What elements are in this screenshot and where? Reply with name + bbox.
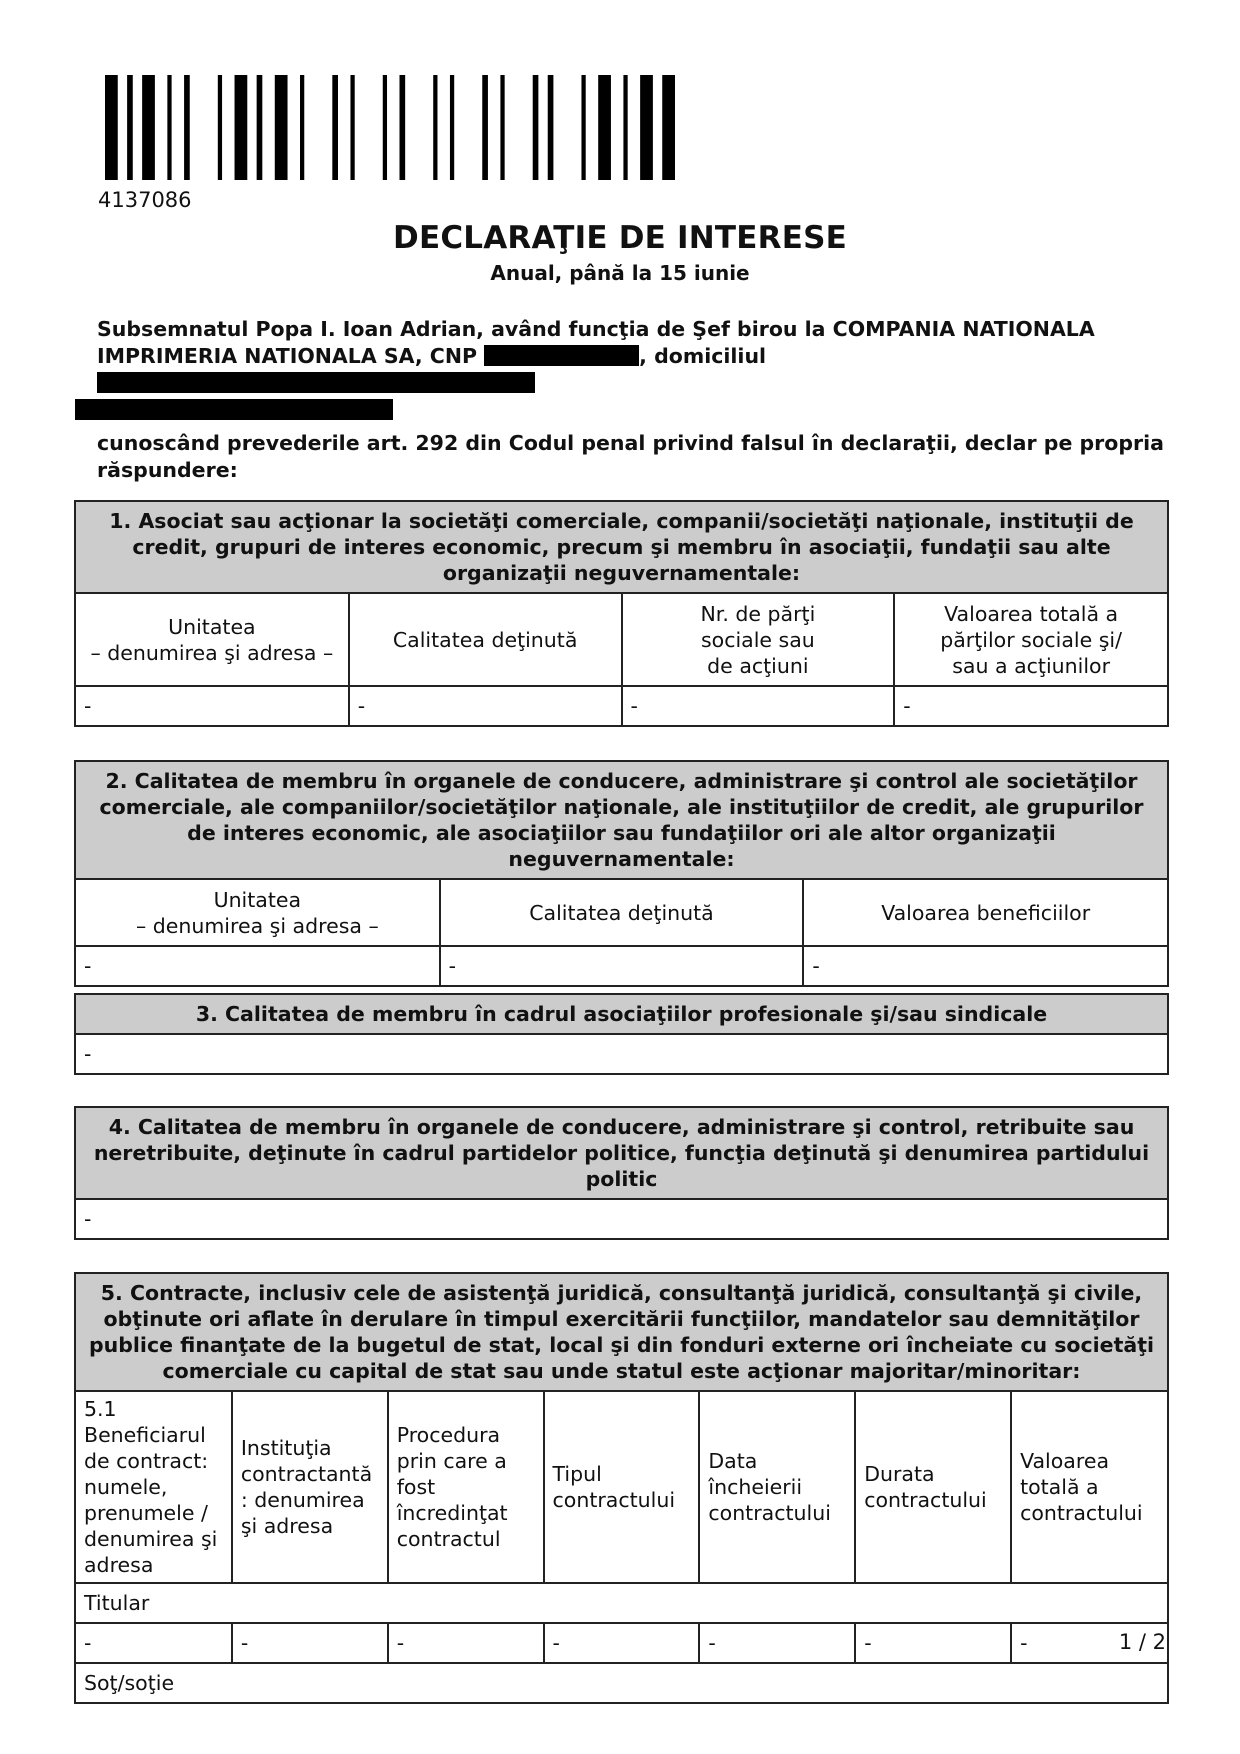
- barcode-bar: [662, 75, 675, 180]
- s1-col-quality: Calitatea deţinută: [349, 594, 622, 686]
- barcode-bar: [300, 75, 304, 180]
- s5-spouse-label: Soţ/soţie: [76, 1663, 1167, 1702]
- barcode-number: 4137086: [98, 188, 192, 212]
- barcode-bar: [433, 75, 437, 180]
- section-3-title: 3. Calitatea de membru în cadrul asociaţiilor profesionale şi/sau sindicale: [76, 995, 1167, 1035]
- barcode-bar: [548, 75, 554, 180]
- barcode-bar: [257, 75, 263, 180]
- table-cell: -: [232, 1623, 388, 1663]
- table-cell: -: [1011, 1623, 1167, 1663]
- section-4-title: 4. Calitatea de membru în organele de conducere, administrare şi control, retribuite sau neretribuite, deţinute în cadrul partidelor politice, funcţia deţinută şi denumirea partidului politic: [76, 1108, 1167, 1200]
- table-cell: -: [76, 686, 349, 725]
- section-2: [74, 760, 1169, 987]
- barcode-bar: [184, 75, 190, 180]
- intro-text-3: cunoscând prevederile art. 292 din Codul penal privind falsul în declaraţii, declar pe propria răspundere:: [97, 431, 1164, 482]
- s5-col-procedure: Procedura prin care a fost încredinţat contractul: [388, 1392, 544, 1583]
- barcode-bar: [581, 75, 585, 180]
- page-title: DECLARAŢIE DE INTERESE: [393, 220, 847, 256]
- barcode-bar: [533, 75, 539, 180]
- barcode-bar: [640, 75, 653, 180]
- barcode-bar: [167, 75, 171, 180]
- s2-col-benefits: Valoarea beneficiilor: [803, 880, 1167, 946]
- barcode-bar: [127, 75, 133, 180]
- redacted-address: [97, 372, 535, 393]
- section-5-title: 5. Contracte, inclusiv cele de asistenţă juridică, consultanţă juridică, consultanţă şi civile, obţinute ori aflate în derulare în timpul exercitării funcţiilor, mandatelor sau demnităţilor publice finanţate de la bugetul de stat, local şi din fonduri externe ori încheiate cu societăţi comerciale cu capital de stat sau unde statul este acţionar majoritar/minoritar:: [76, 1274, 1167, 1392]
- s5-col-beneficiary: 5.1 Beneficiarul de contract: numele, prenumele / denumirea şi adresa: [76, 1392, 232, 1583]
- s5-col-date: Data încheierii contractului: [699, 1392, 855, 1583]
- intro-paragraph: [75, 316, 1165, 484]
- barcode-bar: [332, 75, 338, 180]
- barcode-bar: [142, 75, 155, 180]
- s1-col-shares: Nr. de părţi sociale sau de acţiuni: [622, 594, 895, 686]
- section-3: [74, 993, 1169, 1075]
- s1-col-unit: Unitatea – denumirea şi adresa –: [76, 594, 349, 686]
- page-number: 1 / 2: [1118, 1630, 1166, 1654]
- barcode-bar: [275, 75, 288, 180]
- barcode-bar: [383, 75, 387, 180]
- table-cell: -: [894, 686, 1167, 725]
- barcode-bar: [235, 75, 248, 180]
- s5-col-institution: Instituţia contractantă : denumirea şi adresa: [232, 1392, 388, 1583]
- table-cell: -: [699, 1623, 855, 1663]
- table-cell: -: [803, 946, 1167, 985]
- section-4: [74, 1106, 1169, 1240]
- table-cell: -: [388, 1623, 544, 1663]
- s5-titular-label: Titular: [76, 1583, 1167, 1623]
- intro-text-1: Subsemnatul Popa I. Ioan Adrian, având funcţia de Şef birou la COMPANIA NATIONALA IMPRIMERIA NATIONALA SA, CNP: [97, 317, 1095, 368]
- barcode: [105, 75, 675, 180]
- redacted-cnp: [484, 345, 639, 366]
- section-3-value: -: [84, 1042, 92, 1066]
- section-1-table: [76, 594, 1167, 725]
- barcode-bar: [482, 75, 488, 180]
- page-subtitle: Anual, până la 15 iunie: [490, 261, 750, 285]
- table-cell: -: [544, 1623, 700, 1663]
- barcode-bar: [218, 75, 222, 180]
- barcode-bar: [598, 75, 611, 180]
- barcode-bar: [450, 75, 454, 180]
- table-cell: -: [855, 1623, 1011, 1663]
- barcode-bar: [399, 75, 405, 180]
- barcode-bar: [350, 75, 354, 180]
- section-5-table: [76, 1392, 1167, 1702]
- s2-col-unit: Unitatea – denumirea şi adresa –: [76, 880, 440, 946]
- table-cell: -: [76, 1623, 232, 1663]
- section-2-title: 2. Calitatea de membru în organele de conducere, administrare şi control ale societăţilor comerciale, ale companiilor/societăţilor naţionale, ale instituţiilor de credit, ale grupurilor de interes economic, ale asociaţiilor sau fundaţiilor ori ale altor organizaţii neguvernamentale:: [76, 762, 1167, 880]
- table-cell: -: [76, 946, 440, 985]
- s5-col-value: Valoarea totală a contractului: [1011, 1392, 1167, 1583]
- barcode-bar: [623, 75, 627, 180]
- section-1: [74, 500, 1169, 727]
- s5-col-type: Tipul contractului: [544, 1392, 700, 1583]
- section-1-title: 1. Asociat sau acţionar la societăţi comerciale, companii/societăţi naţionale, instituţii de credit, grupuri de interes economic, precum şi membru în asociaţii, fundaţii sau alte organizaţii neguvernamentale:: [76, 502, 1167, 594]
- table-cell: -: [440, 946, 804, 985]
- intro-text-2: , domiciliul: [639, 344, 767, 368]
- barcode-bar: [500, 75, 504, 180]
- redacted-address-cont: [75, 399, 393, 420]
- barcode-bar: [105, 75, 118, 180]
- s2-col-quality: Calitatea deţinută: [440, 880, 804, 946]
- s1-col-value: Valoarea totală a părţilor sociale şi/ sau a acţiunilor: [894, 594, 1167, 686]
- table-cell: -: [349, 686, 622, 725]
- section-4-value: -: [84, 1207, 92, 1231]
- section-5: [74, 1272, 1169, 1704]
- table-cell: -: [622, 686, 895, 725]
- s5-col-duration: Durata contractului: [855, 1392, 1011, 1583]
- section-2-table: [76, 880, 1167, 985]
